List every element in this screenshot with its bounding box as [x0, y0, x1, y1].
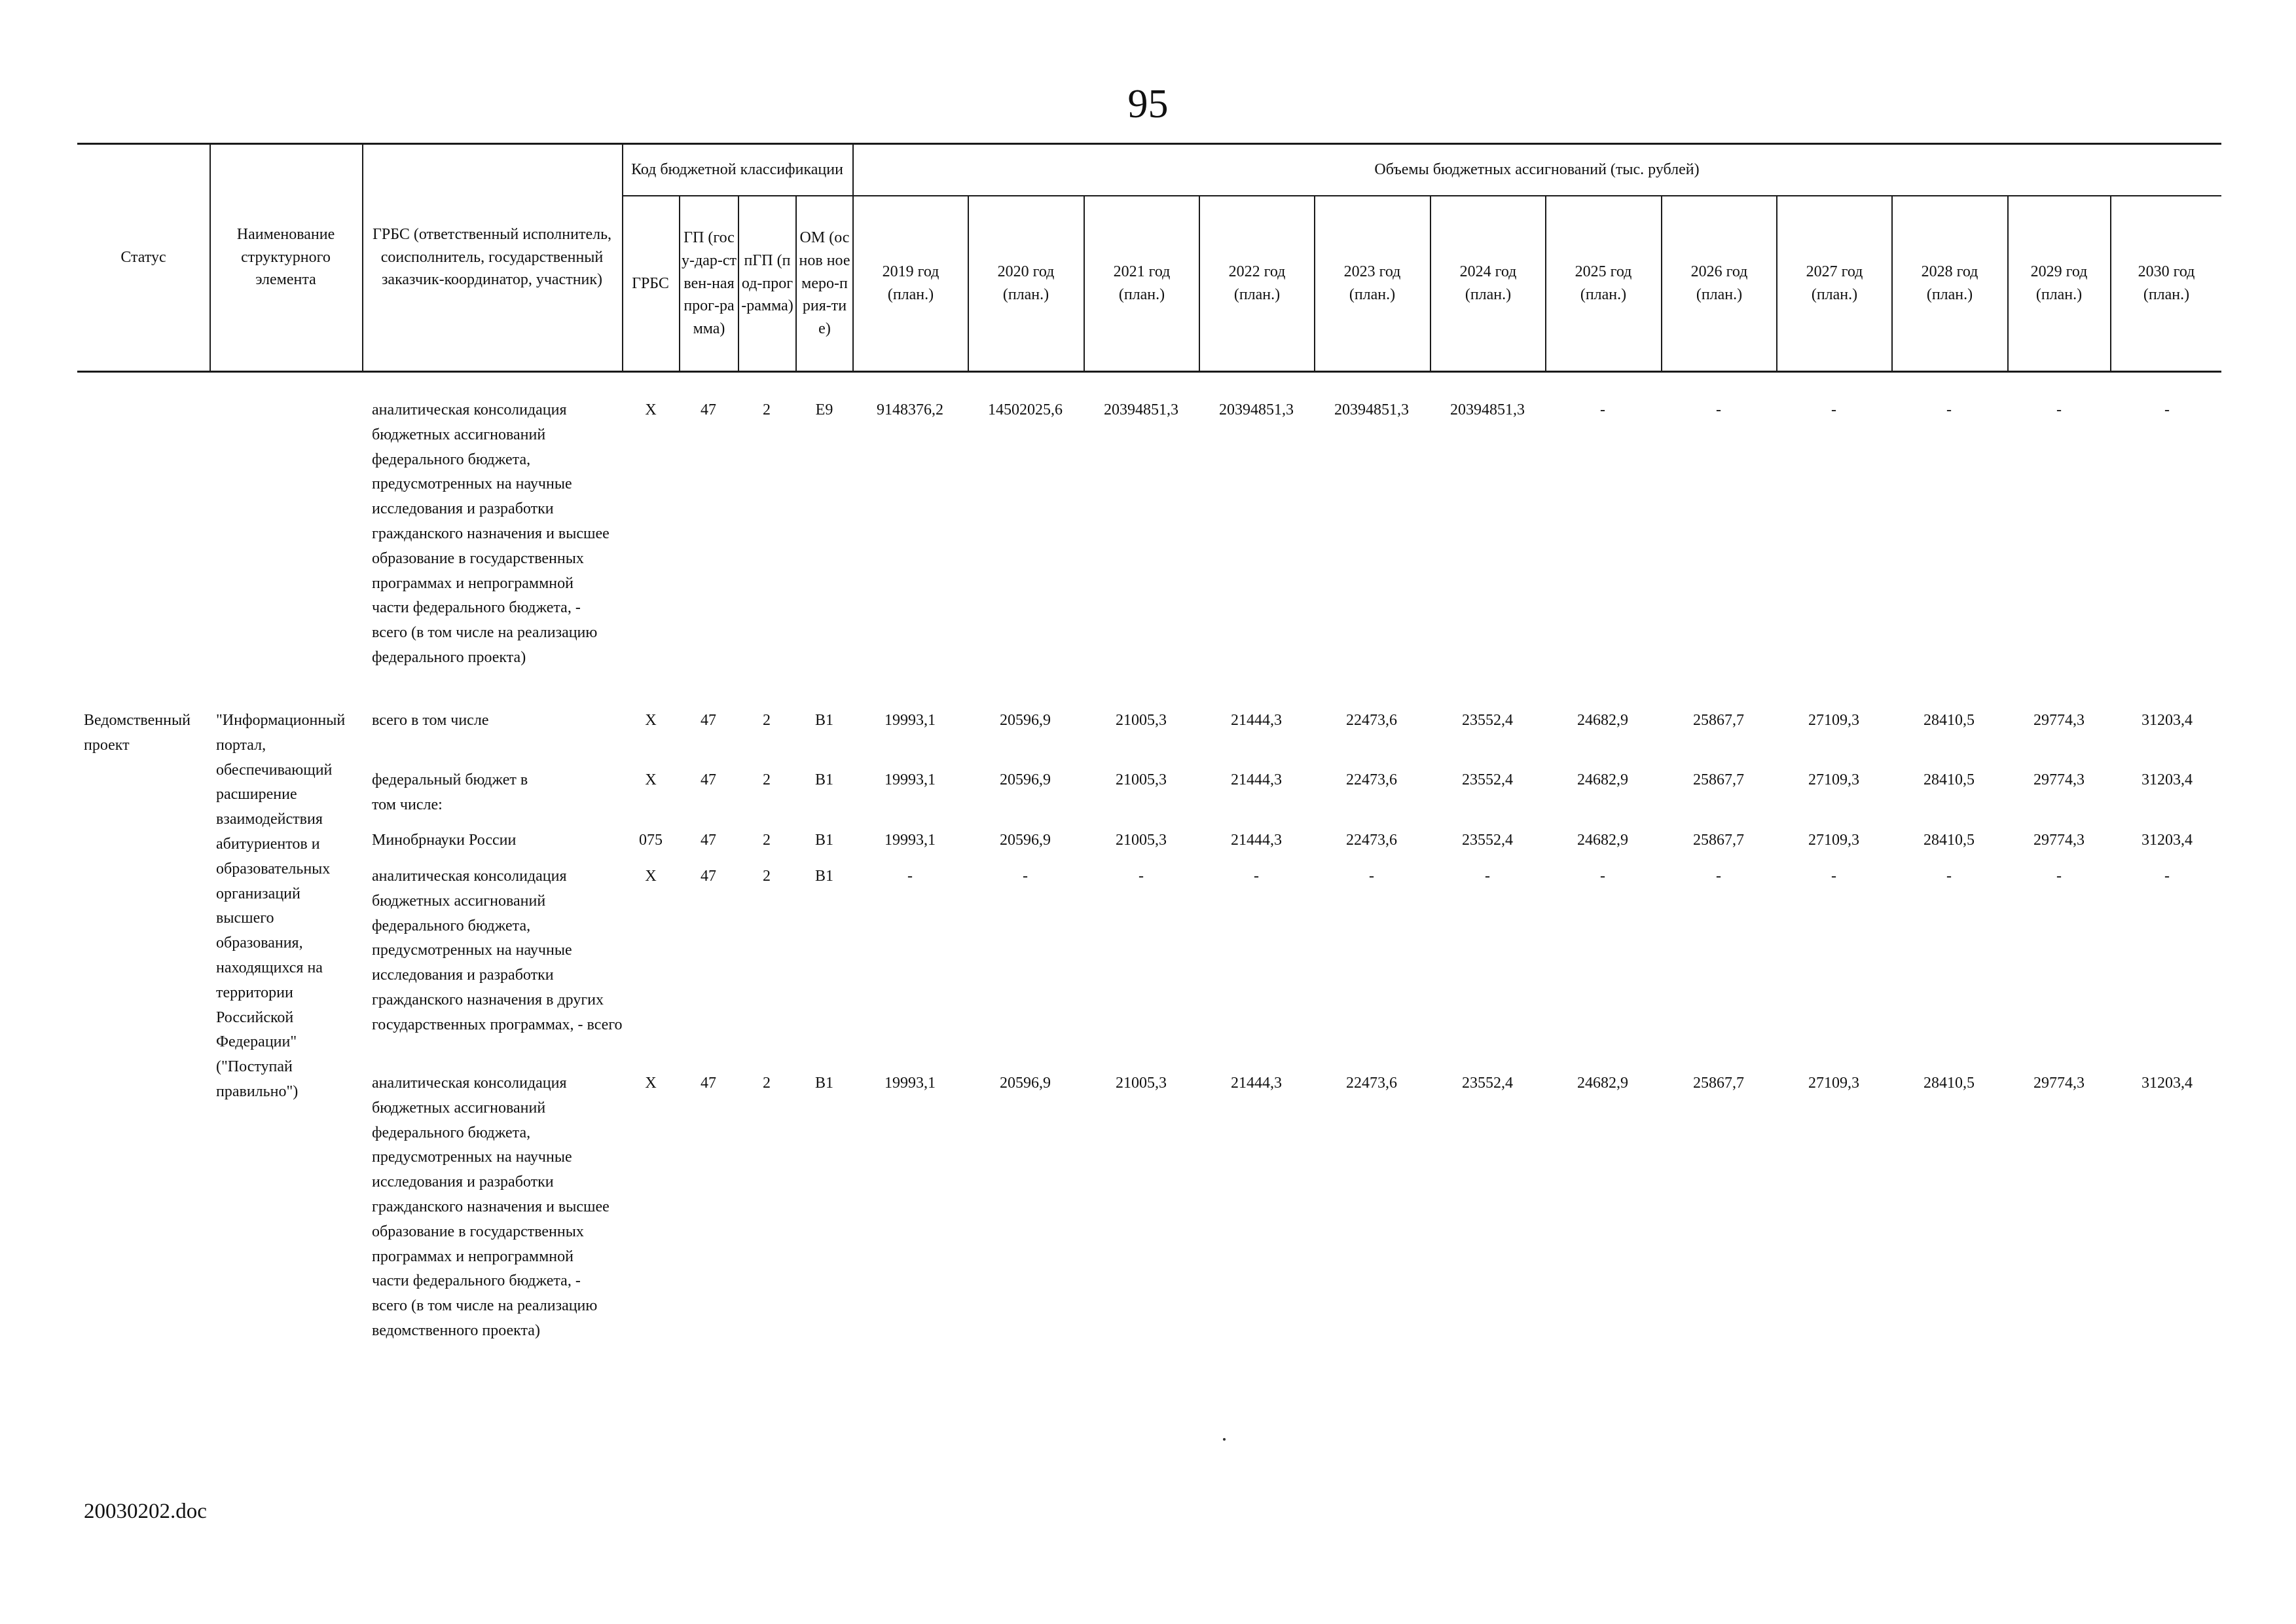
cell-gp: 47 [701, 868, 716, 885]
stray-mark [1223, 1438, 1226, 1441]
cell-value: - [1023, 868, 1028, 885]
cell-value: 21005,3 [1116, 1075, 1167, 1092]
cell-grbs: Х [645, 771, 657, 788]
cell-value: 20596,9 [1000, 1075, 1051, 1092]
cell-value: 19993,1 [884, 771, 936, 788]
cell-value: 29774,3 [2033, 1075, 2085, 1092]
cell-value: - [1369, 868, 1374, 885]
header-name: Наименование структурного элемента [236, 225, 335, 289]
cell-value: - [1716, 401, 1721, 418]
cell-value: 24682,9 [1577, 771, 1628, 788]
cell-value: 22473,6 [1346, 832, 1397, 849]
cell-value: 20394851,3 [1334, 401, 1409, 418]
cell-value: - [1254, 868, 1259, 885]
cell-value: 27109,3 [1808, 771, 1859, 788]
col-divider [362, 143, 363, 372]
cell-value: 25867,7 [1693, 712, 1744, 729]
cell-value: 21005,3 [1116, 832, 1167, 849]
header-bottom-border [77, 371, 2221, 373]
cell-gp: 47 [701, 771, 716, 788]
cell-value: 20596,9 [1000, 712, 1051, 729]
cell-value: 27109,3 [1808, 832, 1859, 849]
cell-value: - [2056, 868, 2062, 885]
cell-value: 31203,4 [2141, 771, 2193, 788]
cell-value: 24682,9 [1577, 832, 1628, 849]
cell-value: 31203,4 [2141, 832, 2193, 849]
header-om: ОМ (основ ное меро-прия-тие) [799, 229, 850, 338]
col-divider [210, 143, 211, 372]
cell-value: - [1485, 868, 1490, 885]
cell-value: - [1946, 401, 1952, 418]
col-divider [1776, 195, 1777, 372]
cell-value: - [1831, 401, 1836, 418]
cell-value: 21444,3 [1231, 1075, 1282, 1092]
cell-pgp: 2 [763, 868, 771, 885]
cell-gp: 47 [701, 1075, 716, 1092]
cell-value: 22473,6 [1346, 712, 1397, 729]
cell-value: 24682,9 [1577, 1075, 1628, 1092]
page-number: 95 [1127, 82, 1169, 126]
cell-value: 28410,5 [1923, 1075, 1975, 1092]
cell-value: 23552,4 [1462, 832, 1513, 849]
cell-value: 29774,3 [2033, 832, 2085, 849]
cell-value: 21005,3 [1116, 771, 1167, 788]
cell-value: 19993,1 [884, 1075, 936, 1092]
row-description: аналитическая консолидация бюджетных ассигнований федерального бюджета, предусмотренных на научные исследования и разработки гражданского назначения в других государственных программах, - всего [372, 868, 623, 1033]
header-year: 2025 год (план.) [1575, 263, 1632, 303]
row-description: Минобрнауки России [372, 832, 517, 849]
col-divider [1661, 195, 1662, 372]
cell-pgp: 2 [763, 401, 771, 418]
cell-om: В1 [814, 1075, 833, 1092]
cell-value: 25867,7 [1693, 1075, 1744, 1092]
cell-value: 23552,4 [1462, 771, 1513, 788]
cell-gp: 47 [701, 712, 716, 729]
header-budget-code: Код бюджетной классификации [631, 160, 843, 178]
header-volumes: Объемы бюджетных ассигнований (тыс. рублей) [1374, 160, 1700, 178]
header-year: 2026 год (план.) [1690, 263, 1748, 303]
cell-value: 23552,4 [1462, 1075, 1513, 1092]
col-divider [679, 195, 680, 372]
cell-om: В1 [814, 712, 833, 729]
cell-value: 21005,3 [1116, 712, 1167, 729]
cell-value: - [2164, 401, 2170, 418]
cell-value: 27109,3 [1808, 1075, 1859, 1092]
cell-pgp: 2 [763, 712, 771, 729]
col-divider [1314, 195, 1315, 372]
cell-value: 31203,4 [2141, 1075, 2193, 1092]
cell-value: 19993,1 [884, 712, 936, 729]
cell-value: - [907, 868, 913, 885]
cell-value: - [1600, 401, 1605, 418]
row-description: аналитическая консолидация бюджетных ассигнований федерального бюджета, предусмотренных на научные исследования и разработки гражданского назначения и высшее образование в государственных программах и непрограммной части федерального бюджета, - всего (в том числе на реализацию ведомственного проекта) [372, 1075, 610, 1339]
cell-gp: 47 [701, 832, 716, 849]
cell-value: 22473,6 [1346, 1075, 1397, 1092]
cell-value: 28410,5 [1923, 712, 1975, 729]
row-status: Ведомственный проект [84, 712, 191, 754]
col-divider [1084, 195, 1085, 372]
col-divider [2110, 195, 2111, 372]
col-divider [1891, 195, 1893, 372]
cell-value: 21444,3 [1231, 771, 1282, 788]
cell-value: - [1716, 868, 1721, 885]
col-divider [795, 195, 797, 372]
cell-grbs: Х [645, 868, 657, 885]
header-year: 2019 год (план.) [882, 263, 939, 303]
cell-value: 19993,1 [884, 832, 936, 849]
cell-value: 23552,4 [1462, 712, 1513, 729]
cell-value: 20596,9 [1000, 771, 1051, 788]
cell-value: 24682,9 [1577, 712, 1628, 729]
cell-value: 9148376,2 [877, 401, 943, 418]
row-element-name: "Информационный портал, обеспечивающий расширение взаимодействия абитуриентов и образовательных организаций высшего образования, находящихся на территории Российской Федерации" ("Поступай правильно") [216, 712, 346, 1100]
col-divider [2007, 195, 2009, 372]
cell-value: 31203,4 [2141, 712, 2193, 729]
header-year: 2028 год (план.) [1921, 263, 1978, 303]
cell-value: 25867,7 [1693, 832, 1744, 849]
cell-value: 25867,7 [1693, 771, 1744, 788]
col-divider [1545, 195, 1546, 372]
header-year: 2024 год (план.) [1459, 263, 1517, 303]
cell-value: - [1600, 868, 1605, 885]
cell-value: 28410,5 [1923, 771, 1975, 788]
cell-value: 29774,3 [2033, 712, 2085, 729]
row-description: аналитическая консолидация бюджетных ассигнований федерального бюджета, предусмотренных на научные исследования и разработки гражданского назначения и высшее образование в государственных программах и непрограммной части федерального бюджета, - всего (в том числе на реализацию федерального проекта) [372, 401, 610, 666]
cell-om: В1 [814, 832, 833, 849]
header-year: 2027 год (план.) [1806, 263, 1863, 303]
cell-om: В1 [814, 868, 833, 885]
header-grbs: ГРБС [632, 274, 669, 292]
col-divider [968, 195, 969, 372]
cell-value: 14502025,6 [988, 401, 1063, 418]
header-status: Статус [120, 248, 166, 266]
cell-value: 22473,6 [1346, 771, 1397, 788]
header-pgp: пГП (под-прог-рамма) [741, 251, 793, 315]
cell-value: 20394851,3 [1219, 401, 1294, 418]
cell-value: 27109,3 [1808, 712, 1859, 729]
header-year: 2030 год (план.) [2138, 263, 2195, 303]
header-year: 2023 год (план.) [1343, 263, 1401, 303]
cell-value: 20394851,3 [1450, 401, 1525, 418]
col-divider [1430, 195, 1431, 372]
row-description: федеральный бюджет в том числе: [372, 771, 528, 813]
cell-grbs: Х [645, 712, 657, 729]
cell-grbs: Х [645, 401, 657, 418]
cell-grbs: Х [645, 1075, 657, 1092]
cell-value: - [1831, 868, 1836, 885]
cell-om: Е9 [815, 401, 833, 418]
header-grbs-long: ГРБС (ответственный исполнитель, соисполнитель, государственный заказчик-координатор, участник) [372, 225, 612, 289]
cell-gp: 47 [701, 401, 716, 418]
row-description: всего в том числе [372, 712, 489, 729]
header-year: 2029 год (план.) [2030, 263, 2088, 303]
footer-filename: 20030202.doc [84, 1500, 207, 1523]
header-gp: ГП (госу-дар-ствен-ная прог-рамма) [682, 229, 737, 338]
cell-value: - [2056, 401, 2062, 418]
cell-value: 21444,3 [1231, 832, 1282, 849]
cell-value: 21444,3 [1231, 712, 1282, 729]
cell-value: 28410,5 [1923, 832, 1975, 849]
cell-pgp: 2 [763, 832, 771, 849]
cell-pgp: 2 [763, 1075, 771, 1092]
header-year: 2022 год (план.) [1228, 263, 1286, 303]
cell-pgp: 2 [763, 771, 771, 788]
header-year: 2021 год (план.) [1113, 263, 1171, 303]
cell-value: 20596,9 [1000, 832, 1051, 849]
cell-value: - [1139, 868, 1144, 885]
col-divider [738, 195, 739, 372]
header-year: 2020 год (план.) [997, 263, 1055, 303]
cell-value: - [2164, 868, 2170, 885]
cell-om: В1 [814, 771, 833, 788]
cell-value: - [1946, 868, 1952, 885]
cell-value: 29774,3 [2033, 771, 2085, 788]
cell-value: 20394851,3 [1104, 401, 1178, 418]
col-divider [1199, 195, 1200, 372]
cell-grbs: 075 [639, 832, 663, 849]
